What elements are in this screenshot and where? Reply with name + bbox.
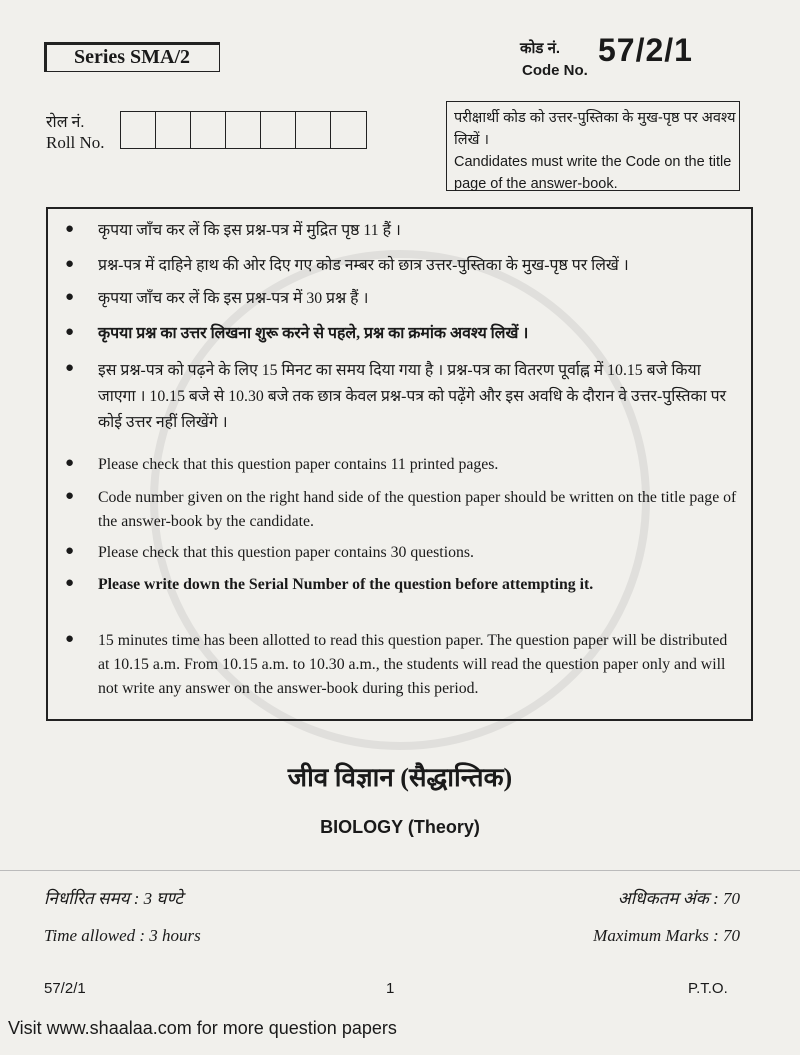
roll-number-boxes[interactable] [120, 111, 367, 149]
roll-digit-box[interactable] [331, 112, 366, 148]
instruction-3: कृपया जाँच कर लें कि इस प्रश्न-पत्र में 30 प्रश्न हैं । [98, 290, 369, 307]
candidate-code-note [446, 101, 740, 191]
max-marks-hindi: अधिकतम अंक : 70 [617, 889, 740, 908]
code-label-hindi: कोड नं. [520, 40, 561, 57]
candidate-note-hindi: परीक्षार्थी कोड को उत्तर-पुस्तिका के मुख-पृष्ठ पर अवश्य लिखें । [454, 110, 736, 148]
roll-label-english: Roll No. [46, 133, 105, 152]
instruction-6: Please check that this question paper contains 11 printed pages. [98, 456, 499, 473]
instruction-7: Code number given on the right hand side of the question paper should be written on the title page of the answer-book by the candidate. [98, 489, 737, 530]
roll-digit-box[interactable] [156, 112, 191, 148]
page-number: 1 [386, 980, 395, 997]
instruction-1: कृपया जाँच कर लें कि इस प्रश्न-पत्र में मुद्रित पृष्ठ 11 हैं । [98, 222, 401, 239]
instruction-2: प्रश्न-पत्र में दाहिने हाथ की ओर दिए गए कोड नम्बर को छात्र उत्तर-पुस्तिका के मुख-पृष्ठ पर लिखें । [98, 257, 629, 274]
series-label: Series SMA/2 [44, 42, 220, 72]
title-english: BIOLOGY (Theory) [320, 817, 480, 837]
footer-code: 57/2/1 [44, 980, 86, 997]
visit-banner[interactable]: Visit www.shaalaa.com for more question papers [8, 1018, 397, 1038]
roll-digit-box[interactable] [226, 112, 261, 148]
time-allowed-english: Time allowed : 3 hours [44, 926, 201, 945]
instruction-8: Please check that this question paper contains 30 questions. [98, 544, 474, 561]
pto-label: P.T.O. [688, 980, 728, 997]
roll-digit-box[interactable] [121, 112, 156, 148]
divider [0, 870, 800, 871]
instruction-10: 15 minutes time has been allotted to read this question paper. The question paper will be distributed at 10.15 a.m. From 10.15 a.m. to 10.30 a.m., the students will read the question paper only and will not write any answer on the answer-book during this period. [98, 632, 728, 697]
instruction-5: इस प्रश्न-पत्र को पढ़ने के लिए 15 मिनट का समय दिया गया है । प्रश्न-पत्र का वितरण पूर्वाह्न में 10.15 बजे किया जाएगा । 10.15 बजे से 10.30 बजे तक छात्र केवल प्रश्न-पत्र को पढ़ेंगे और इस अवधि के दौरान वे उत्तर-पुस्तिका पर कोई उत्तर नहीं लिखेंगे । [98, 362, 727, 431]
instruction-9: Please write down the Serial Number of the question before attempting it. [98, 576, 594, 593]
roll-digit-box[interactable] [191, 112, 226, 148]
time-allowed-hindi: निर्धारित समय : 3 घण्टे [44, 889, 183, 908]
max-marks-english: Maximum Marks : 70 [593, 926, 740, 945]
roll-label-hindi: रोल नं. [46, 114, 85, 131]
code-number: 57/2/1 [598, 32, 693, 68]
title-hindi: जीव विज्ञान (सैद्धान्तिक) [287, 763, 513, 792]
instructions-box: ● कृपया जाँच कर लें कि इस प्रश्न-पत्र में मुद्रित पृष्ठ 11 हैं । ● प्रश्न-पत्र में दाहिने हाथ की ओर दिए गए कोड नम्बर को छात्र उत्तर-पुस्तिका के मुख-पृष्ठ पर लिखें । ● कृपया जाँच कर लें कि इस प्रश्न-पत्र में 30 प्रश्न हैं । ● कृपया प्रश्न का उत्तर लिखना शुरू करने से पहले, प्रश्न का क्रमांक अवश्य लिखें । ● इस प्रश्न-पत्र को पढ़ने के लिए 15 मिनट का समय दिया गया है । प्रश्न-पत्र का वितरण पूर्वाह्न में 10.15 बजे किया जाएगा । 10.15 बजे से 10.30 बजे तक छात्र केवल प्रश्न-पत्र को पढ़ेंगे और इस अवधि के दौरान वे उत्तर-पुस्तिका पर कोई उत्तर नहीं लिखेंगे । ● Please check that this question paper contains 11 printed pages. ● Code number given on the right hand side of the question paper should be written on the title page of the answer-book by the candidate. ● Please check that this question paper contains 30 questions. ● Please write down the Serial Number of the question before attempting it. ● 15 minutes time has been allotted to read this question paper. The question paper will be distributed at 10.15 a.m. From 10.15 a.m. to 10.30 a.m., the students will read the question paper only and will not write any answer on the answer-book during this period. [46, 207, 753, 721]
instruction-4: कृपया प्रश्न का उत्तर लिखना शुरू करने से पहले, प्रश्न का क्रमांक अवश्य लिखें । [98, 325, 529, 342]
roll-digit-box[interactable] [261, 112, 296, 148]
code-label-english: Code No. [522, 62, 588, 79]
candidate-note-english: Candidates must write the Code on the title page of the answer-book. [454, 154, 732, 192]
roll-digit-box[interactable] [296, 112, 331, 148]
